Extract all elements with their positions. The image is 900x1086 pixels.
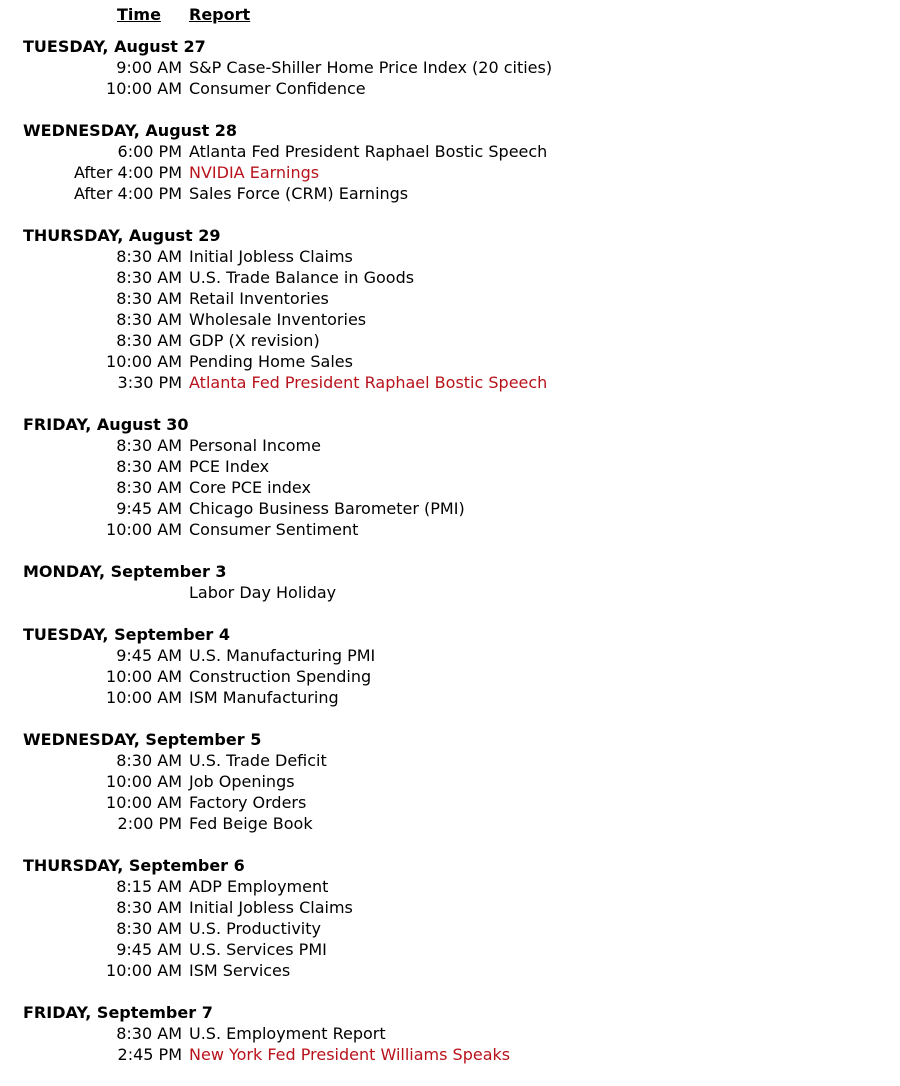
event-report: Consumer Confidence — [189, 79, 366, 98]
event-report-highlighted: Atlanta Fed President Raphael Bostic Speech — [189, 373, 548, 392]
event-time: 10:00 AM — [106, 793, 182, 812]
event-row — [0, 372, 900, 393]
event-row — [0, 645, 900, 666]
event-report: Labor Day Holiday — [189, 583, 337, 602]
event-time: 9:00 AM — [116, 58, 182, 77]
event-report: GDP (X revision) — [189, 331, 320, 350]
event-row — [0, 582, 900, 603]
event-row — [0, 246, 900, 267]
event-time: 8:30 AM — [116, 310, 182, 329]
day-heading: FRIDAY, September 7 — [23, 1003, 213, 1022]
event-report: Wholesale Inventories — [189, 310, 367, 329]
day-section — [0, 414, 900, 540]
event-row — [0, 309, 900, 330]
event-time: 8:30 AM — [116, 919, 182, 938]
event-report: S&P Case-Shiller Home Price Index (20 cities) — [189, 58, 553, 77]
event-report: U.S. Productivity — [189, 919, 321, 938]
event-report: U.S. Employment Report — [189, 1024, 386, 1043]
event-row — [0, 771, 900, 792]
event-time: 10:00 AM — [106, 79, 182, 98]
event-row — [0, 78, 900, 99]
event-time: 8:30 AM — [116, 898, 182, 917]
event-time: After 4:00 PM — [74, 184, 182, 203]
event-time: 3:30 PM — [117, 373, 182, 392]
day-section — [0, 624, 900, 708]
day-section — [0, 1002, 900, 1065]
event-time: 8:30 AM — [116, 268, 182, 287]
schedule-list — [0, 36, 900, 1086]
event-time: 8:30 AM — [116, 751, 182, 770]
event-time: 8:30 AM — [116, 247, 182, 266]
event-time: 10:00 AM — [106, 520, 182, 539]
event-row — [0, 162, 900, 183]
event-row — [0, 687, 900, 708]
event-row — [0, 351, 900, 372]
event-time: 10:00 AM — [106, 667, 182, 686]
event-row — [0, 330, 900, 351]
event-report: Retail Inventories — [189, 289, 329, 308]
event-time: 8:30 AM — [116, 478, 182, 497]
event-report: U.S. Services PMI — [189, 940, 327, 959]
day-heading: TUESDAY, September 4 — [23, 625, 230, 644]
event-time: 8:30 AM — [116, 1024, 182, 1043]
event-report: Personal Income — [189, 436, 321, 455]
event-report: Pending Home Sales — [189, 352, 353, 371]
event-report: U.S. Trade Balance in Goods — [189, 268, 415, 287]
event-report: Fed Beige Book — [189, 814, 313, 833]
event-row — [0, 141, 900, 162]
event-row — [0, 960, 900, 981]
event-time: 8:30 AM — [116, 436, 182, 455]
event-row — [0, 897, 900, 918]
event-report: Construction Spending — [189, 667, 372, 686]
event-row — [0, 267, 900, 288]
event-report: Chicago Business Barometer (PMI) — [189, 499, 465, 518]
event-time: 10:00 AM — [106, 688, 182, 707]
event-row — [0, 498, 900, 519]
event-row — [0, 939, 900, 960]
event-row — [0, 519, 900, 540]
event-time: 10:00 AM — [106, 961, 182, 980]
event-time: After 4:00 PM — [74, 163, 182, 182]
event-report: U.S. Trade Deficit — [189, 751, 327, 770]
day-section — [0, 120, 900, 204]
event-row — [0, 666, 900, 687]
day-heading: TUESDAY, August 27 — [23, 37, 206, 56]
event-time: 10:00 AM — [106, 352, 182, 371]
day-section — [0, 36, 900, 99]
event-report: Job Openings — [189, 772, 295, 791]
event-time: 9:45 AM — [116, 940, 182, 959]
event-row — [0, 918, 900, 939]
event-report: Sales Force (CRM) Earnings — [189, 184, 409, 203]
day-heading: FRIDAY, August 30 — [23, 415, 189, 434]
day-heading: MONDAY, September 3 — [23, 562, 227, 581]
day-section — [0, 855, 900, 981]
event-report: Factory Orders — [189, 793, 307, 812]
day-section — [0, 225, 900, 393]
event-row — [0, 57, 900, 78]
event-report: Initial Jobless Claims — [189, 247, 353, 266]
column-header-row — [0, 4, 900, 25]
event-report: ADP Employment — [189, 877, 329, 896]
event-report-highlighted: New York Fed President Williams Speaks — [189, 1045, 511, 1064]
event-time: 8:15 AM — [116, 877, 182, 896]
event-row — [0, 813, 900, 834]
event-row — [0, 435, 900, 456]
day-section — [0, 729, 900, 834]
event-time: 8:30 AM — [116, 457, 182, 476]
event-time: 2:00 PM — [117, 814, 182, 833]
event-row — [0, 792, 900, 813]
day-heading: THURSDAY, August 29 — [23, 226, 221, 245]
event-time: 8:30 AM — [116, 331, 182, 350]
event-time: 6:00 PM — [117, 142, 182, 161]
time-column-header: Time — [117, 5, 161, 24]
event-row — [0, 1023, 900, 1044]
event-report: ISM Manufacturing — [189, 688, 339, 707]
day-heading: WEDNESDAY, August 28 — [23, 121, 238, 140]
event-row — [0, 288, 900, 309]
day-heading: WEDNESDAY, September 5 — [23, 730, 262, 749]
event-row — [0, 477, 900, 498]
event-report: ISM Services — [189, 961, 291, 980]
event-report: Atlanta Fed President Raphael Bostic Speech — [189, 142, 548, 161]
event-report: Core PCE index — [189, 478, 311, 497]
event-row — [0, 876, 900, 897]
day-heading: THURSDAY, September 6 — [23, 856, 245, 875]
day-section — [0, 561, 900, 603]
event-row — [0, 1044, 900, 1065]
event-report: PCE Index — [189, 457, 270, 476]
event-report: Initial Jobless Claims — [189, 898, 353, 917]
event-report: U.S. Manufacturing PMI — [189, 646, 376, 665]
event-time: 8:30 AM — [116, 289, 182, 308]
event-time: 9:45 AM — [116, 646, 182, 665]
event-time: 2:45 PM — [117, 1045, 182, 1064]
event-row — [0, 750, 900, 771]
event-report-highlighted: NVIDIA Earnings — [189, 163, 320, 182]
event-report: Consumer Sentiment — [189, 520, 359, 539]
event-time: 10:00 AM — [106, 772, 182, 791]
event-row — [0, 456, 900, 477]
event-row — [0, 183, 900, 204]
event-time: 9:45 AM — [116, 499, 182, 518]
report-column-header: Report — [189, 5, 251, 24]
